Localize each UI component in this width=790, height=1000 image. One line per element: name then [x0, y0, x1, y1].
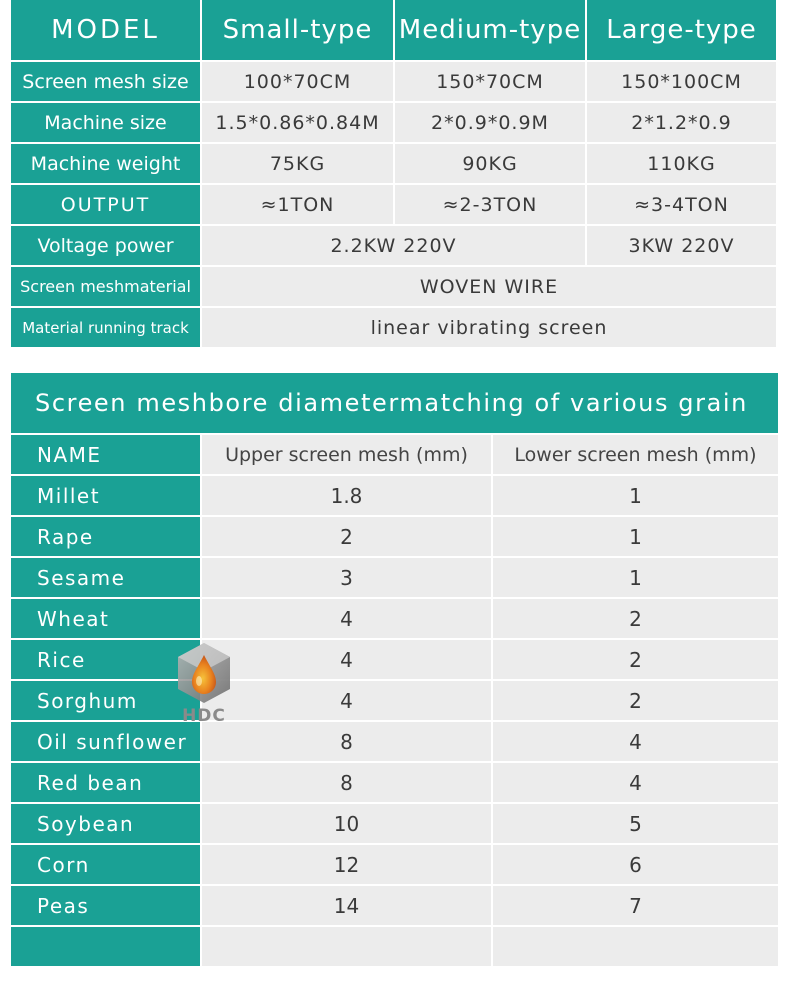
grain-name: Oil sunflower [11, 722, 202, 763]
table-row [11, 681, 778, 722]
upper-value: 2 [202, 517, 493, 558]
grain-name: Rice [11, 640, 202, 681]
track-value: linear vibrating screen [202, 308, 778, 349]
grain-name [11, 927, 202, 968]
mesh-matching-table [11, 373, 778, 968]
grain-name: Wheat [11, 599, 202, 640]
row-label: Material running track [11, 308, 202, 349]
large-value: 150*100CM [587, 62, 778, 103]
small-value: 75KG [202, 144, 395, 185]
grain-name: Rape [11, 517, 202, 558]
spec-header-row [11, 0, 778, 62]
oil-drop-hexagon-icon [172, 641, 236, 726]
lower-value: 7 [493, 886, 778, 927]
lower-value: 1 [493, 558, 778, 599]
grain-name: Peas [11, 886, 202, 927]
small-value: 100*70CM [202, 62, 395, 103]
table-row [11, 804, 778, 845]
table-row [11, 722, 778, 763]
machine-weight-row [11, 144, 778, 185]
medium-type-header: Medium-type [395, 0, 587, 62]
grain-name: Millet [11, 476, 202, 517]
material-value: WOVEN WIRE [202, 267, 778, 308]
table-row [11, 517, 778, 558]
medium-value: ≈2-3TON [395, 185, 587, 226]
upper-value: 14 [202, 886, 493, 927]
upper-header: Upper screen mesh (mm) [202, 435, 493, 476]
upper-value: 10 [202, 804, 493, 845]
table-row [11, 763, 778, 804]
model-header: MODEL [11, 0, 202, 62]
row-label: Screen mesh size [11, 62, 202, 103]
name-header: NAME [11, 435, 202, 476]
table-row [11, 640, 778, 681]
row-label: Screen meshmaterial [11, 267, 202, 308]
small-type-header: Small-type [202, 0, 395, 62]
upper-value: 8 [202, 722, 493, 763]
grain-name: Corn [11, 845, 202, 886]
upper-value: 4 [202, 599, 493, 640]
lower-value: 1 [493, 517, 778, 558]
upper-value: 4 [202, 681, 493, 722]
lower-value [493, 927, 778, 968]
small-value: 1.5*0.86*0.84M [202, 103, 395, 144]
lower-value: 2 [493, 599, 778, 640]
large-value: 3KW 220V [587, 226, 778, 267]
hdc-watermark-logo [172, 641, 236, 726]
grain-name: Sesame [11, 558, 202, 599]
row-label: OUTPUT [11, 185, 202, 226]
upper-value: 12 [202, 845, 493, 886]
row-label: Machine size [11, 103, 202, 144]
upper-value: 3 [202, 558, 493, 599]
upper-value: 8 [202, 763, 493, 804]
table-row [11, 927, 778, 968]
lower-value: 5 [493, 804, 778, 845]
medium-value: 150*70CM [395, 62, 587, 103]
lower-header: Lower screen mesh (mm) [493, 435, 778, 476]
lower-value: 1 [493, 476, 778, 517]
upper-value: 1.8 [202, 476, 493, 517]
large-value: ≈3-4TON [587, 185, 778, 226]
grain-name: Soybean [11, 804, 202, 845]
lower-value: 4 [493, 722, 778, 763]
large-type-header: Large-type [587, 0, 778, 62]
material-running-track-row [11, 308, 778, 349]
row-label: Voltage power [11, 226, 202, 267]
large-value: 110KG [587, 144, 778, 185]
spec-table [11, 0, 778, 350]
output-row [11, 185, 778, 226]
large-value: 2*1.2*0.9 [587, 103, 778, 144]
mesh-header-row [11, 435, 778, 476]
table-row [11, 476, 778, 517]
upper-value: 4 [202, 640, 493, 681]
grain-name: Red bean [11, 763, 202, 804]
lower-value: 2 [493, 640, 778, 681]
table-row [11, 599, 778, 640]
lower-value: 6 [493, 845, 778, 886]
voltage-power-row [11, 226, 778, 267]
small-medium-value: 2.2KW 220V [202, 226, 587, 267]
machine-size-row [11, 103, 778, 144]
table-title: Screen meshbore diametermatching of various grain [11, 373, 778, 435]
lower-value: 2 [493, 681, 778, 722]
medium-value: 2*0.9*0.9M [395, 103, 587, 144]
lower-value: 4 [493, 763, 778, 804]
medium-value: 90KG [395, 144, 587, 185]
upper-value [202, 927, 493, 968]
screen-mesh-size-row [11, 62, 778, 103]
table-row [11, 886, 778, 927]
screen-mesh-material-row [11, 267, 778, 308]
hdc-logo-text: HDC [182, 706, 226, 726]
grain-name: Sorghum [11, 681, 202, 722]
table-row [11, 845, 778, 886]
row-label: Machine weight [11, 144, 202, 185]
small-value: ≈1TON [202, 185, 395, 226]
table-row [11, 558, 778, 599]
